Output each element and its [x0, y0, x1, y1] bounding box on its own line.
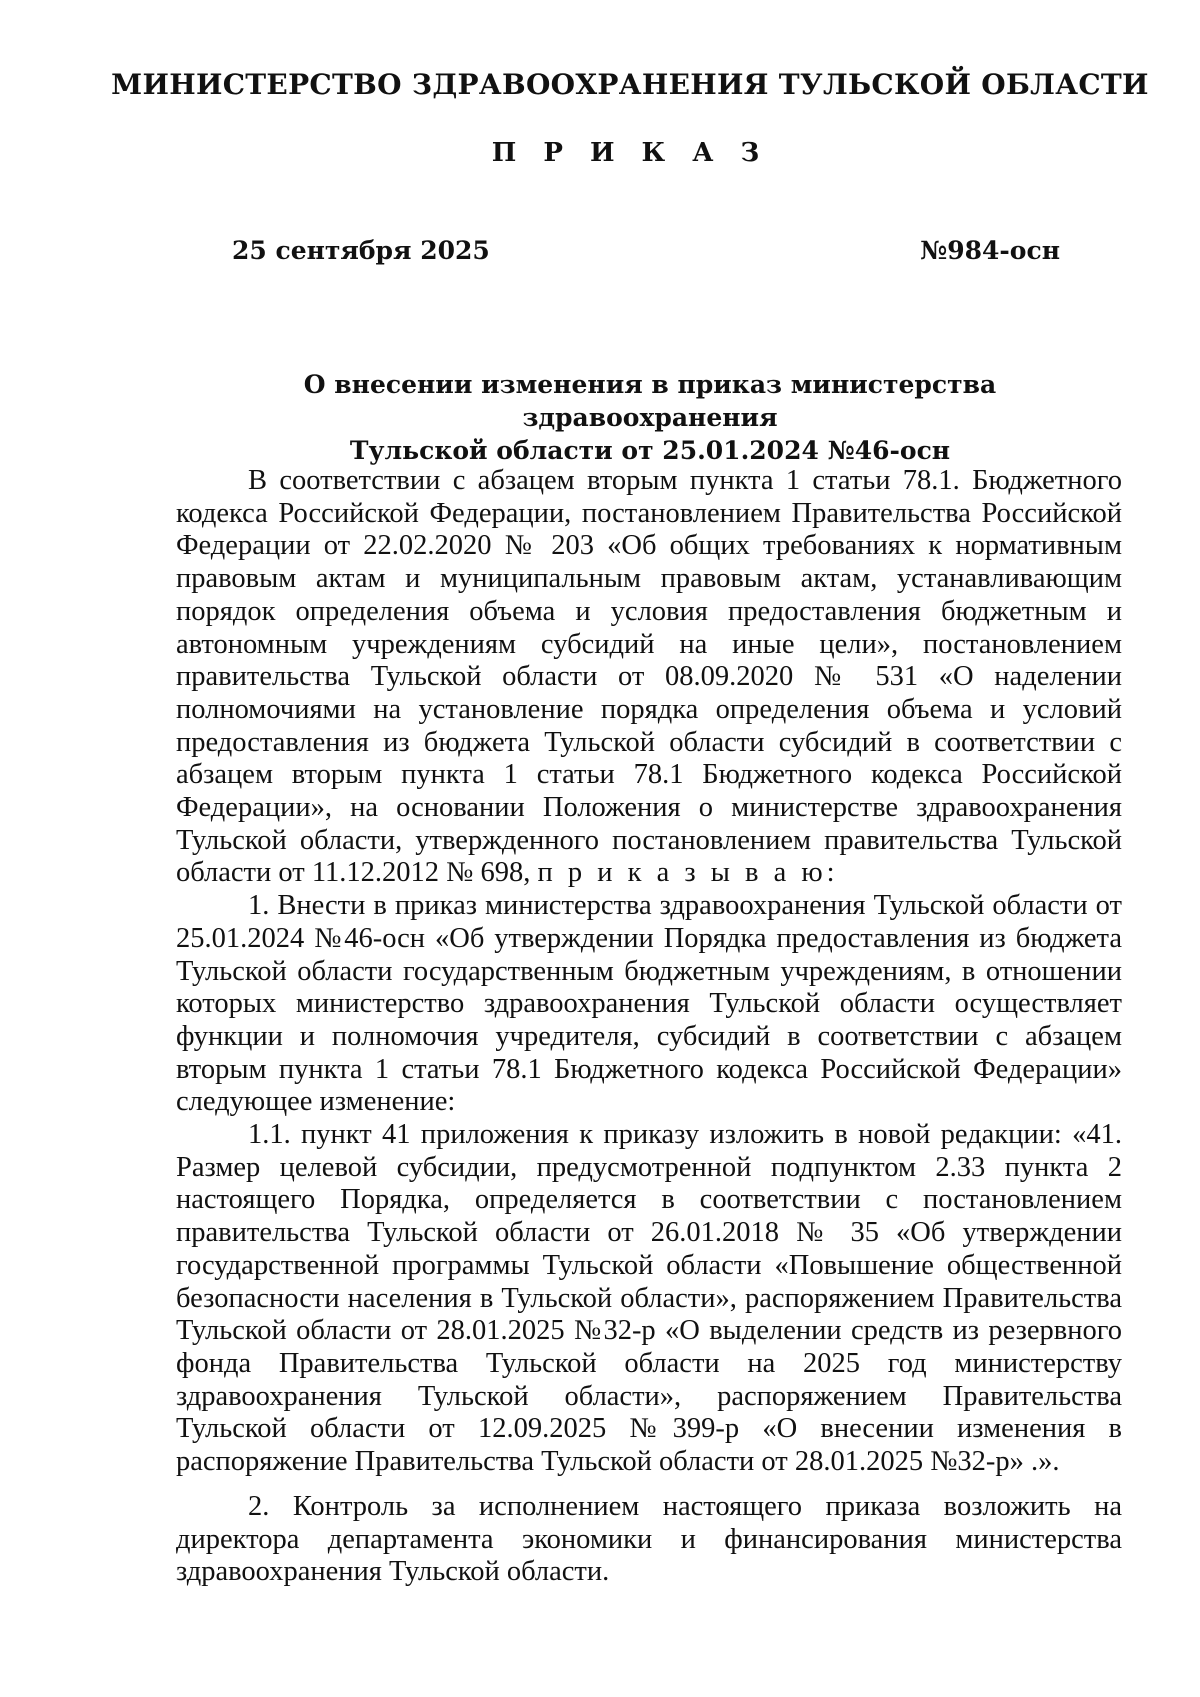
preamble-paragraph: [176, 465, 1122, 890]
item-1-paragraph: 1. Внести в приказ министерства здравоохранения Тульской области от 25.01.2024 №46-осн «Об утверждении Порядка предоставления из бюджета Тульской области государственным бюджетным учреждениям, в отношении которых министерство здравоохранения Тульской области осуществляет функции и полномочия учредителя, субсидий в соответствии с абзацем вторым пункта 1 статьи 78.1 Бюджетного кодекса Российской Федерации» следующее изменение:: [176, 890, 1122, 1118]
preamble-text: В соответствии с абзацем вторым пункта 1 статьи 78.1. Бюджетного кодекса Российской Федерации, постановлением Правительства Российской Федерации от 22.02.2020 № 203 «Об общих требованиях к нормативным правовым актам и муниципальным правовым актам, устанавливающим порядок определения объема и условия предоставления бюджетным и автономным учреждениям субсидий на иные цели», постановлением правительства Тульской области от 08.09.2020 № 531 «О наделении полномочиями на установление порядка определения объема и условий предоставления из бюджета Тульской области субсидий в соответствии с абзацем вторым пункта 1 статьи 78.1 Бюджетного кодекса Российской Федерации», на основании Положения о министерстве здравоохранения Тульской области, утвержденного постановлением правительства Тульской области от 11.12.2012 № 698,: [176, 465, 1122, 889]
document-date: 25 сентября 2025: [232, 236, 490, 265]
item-1-1-paragraph: 1.1. пункт 41 приложения к приказу изложить в новой редакции: «41. Размер целевой субсидии, предусмотренной подпунктом 2.33 пункта 2 настоящего Порядка, определяется в соответствии с постановлением правительства Тульской области от 26.01.2018 № 35 «Об утверждении государственной программы Тульской области «Повышение общественной безопасности населения в Тульской области», распоряжением Правительства Тульской области от 28.01.2025 №32-р «О выделении средств из резервного фонда Правительства Тульской области на 2025 год министерству здравоохранения Тульской области», распоряжением Правительства Тульской области от 12.09.2025 №399-р «О внесении изменения в распоряжение Правительства Тульской области от 28.01.2025 №32-р» .».: [176, 1119, 1122, 1478]
title-line-2: Тульской области от 25.01.2024 №46-осн: [349, 436, 951, 465]
document-number: №984-осн: [920, 236, 1060, 265]
document-body: [176, 465, 1122, 1589]
order-verb: п р и к а з ы в а ю:: [537, 857, 839, 889]
ministry-name: МИНИСТЕРСТВО ЗДРАВООХРАНЕНИЯ ТУЛЬСКОЙ ОБЛАСТИ: [111, 68, 1149, 101]
item-2-paragraph: 2. Контроль за исполнением настоящего приказа возложить на директора департамента экономики и финансирования министерства здравоохранения Тульской области.: [176, 1490, 1122, 1588]
document-title: [180, 368, 1120, 467]
document-type: П Р И К А З: [491, 138, 769, 168]
title-line-1: О внесении изменения в приказ министерства здравоохранения: [303, 370, 997, 432]
